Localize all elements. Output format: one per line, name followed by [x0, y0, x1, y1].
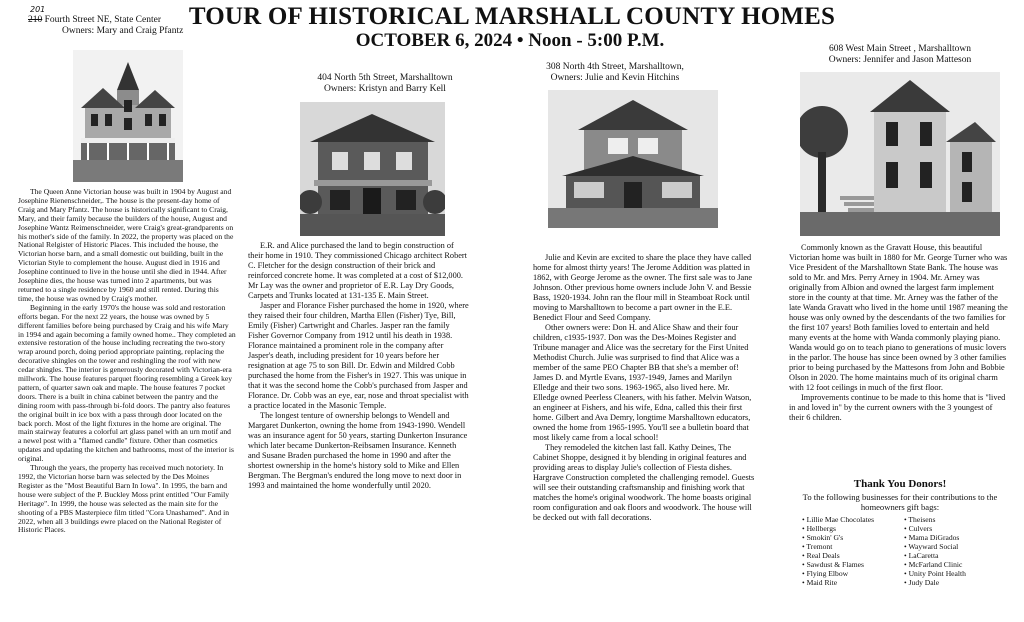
donor-item: • Real Deals — [802, 551, 902, 560]
paragraph: Beginning in the early 1970's the house was sold and restoration efforts began. For the next 22 years, the house was owned by 5 different families before being purchased by Craig and his wife Mary in 1994 and again becoming a family owned home.. They completed an extensive restoration of the house including recreating the two-story wrap around porch, doing period appropriate painting, replacing the decorative shingles on the tower and reshingling the roof with new cedar shingles. The interior is generously decorated with Victorian-era millwork. The house features parquet flooring resembling a Greek key pattern, of quarter sawn oak and maple. The house features 7 pocket doors. There is a built in china cabinet between the pantry and the dining room with pass-through bi-fold doors. The pantry also features the original built in ice box with a pass through door located on the back porch. Most of the light fixtures in the home are original. The main stairway features a colorful art glass panel with an urn motif and a newel post with a "flamed candle" fixture. Other than cosmetics updates and updating the kitchen and bathrooms, most of the interior is original. — [18, 302, 236, 464]
home2-address: 404 North 5th Street, Marshalltown — [317, 73, 453, 83]
handwritten-number: 201 — [30, 5, 46, 14]
home3-description — [533, 253, 755, 603]
donor-item: • Tremont — [802, 542, 902, 551]
donor-item: • Theisens — [904, 515, 1014, 524]
home1-address — [28, 5, 218, 26]
page-title: TOUR OF HISTORICAL MARSHALL COUNTY HOMES — [188, 3, 836, 30]
home3-owners: Owners: Julie and Kevin Hitchins — [550, 73, 680, 83]
craftsman-house-icon — [548, 90, 718, 228]
victorian-house-icon — [73, 50, 183, 182]
donor-item: • Flying Elbow — [802, 569, 902, 578]
paragraph: E.R. and Alice purchased the land to begin construction of their home in 1910. They commissioned Chicago architect Robert C. Fletcher for the design construction of their brick and reinforced concrete home. It was completed at a cost of $12,000. Mr Lay was the owner and proprietor of E.R. Lay Dry Goods, Carpets and Trunks located at 131-135 E. Main Street. — [248, 241, 467, 300]
home3-photo — [548, 90, 718, 228]
donor-item: • McFarland Clinic — [904, 560, 1014, 569]
paragraph: They remodeled the kitchen last fall. Kathy Deines, The Cabinet Shoppe, designed it by blending in original features and providing areas to display Julie's collection of Fiesta dishes. Hargrave Construction completed the challenging remodel. Guests will see their outstanding craftsmanship and finishing work that matches the home's original woodwork. The home boasts original room configuration and oak floors and woodwork. The house will be decked out with fall decorations. — [533, 443, 755, 522]
home2-description — [248, 241, 470, 601]
donor-item: • Mama DiGrados — [904, 533, 1014, 542]
victorian-gravatt-house-icon — [800, 72, 1000, 236]
donors-list-left — [802, 515, 902, 587]
paragraph: The Queen Anne Victorian house was built in 1904 by August and Josephine Rienenschneider,. The house is the present-day home of Craig and Mary Pfantz. The house is historically significant to Craig, Mary, and their family because the builders of the house, August and Josephine Wantz Reimenschneider, were Craig's great-grandparents on his mother's side of the family. In 2022, the property was placed on the National Relgister of Historic Places. This included the house, the Victorian horse barn, and a small domestic out building, built in the Victorian Style to complement the house. August died in 1916 and Josephine continued to live in the house until she died in 1944. After Josephine dies, the house was turned into 2 apartments, but was returned to a single residence by 1960 and still rented. During this time, the house was owned by Craig's mother. — [18, 188, 234, 303]
donor-item: • Maid Rite — [802, 578, 902, 587]
home1-photo — [73, 50, 183, 182]
donor-item: • Hellbergs — [802, 524, 902, 533]
donors-list-right — [904, 515, 1014, 587]
home4-address: 608 West Main Street , Marshalltown — [828, 44, 972, 54]
donor-item: • Smokin' G's — [802, 533, 902, 542]
home1-owners: Owners: Mary and Craig Pfantz — [62, 26, 184, 36]
donor-item: • Wayward Social — [904, 542, 1014, 551]
paragraph: Other owners were: Don H. and Alice Shaw and their four children, c1935-1937. Don was the Des-Moines Register and Tribune manager and Alice was the secretary for the First United Methodist Church. Julie was surprised to find that Alice was a member of the same PEO Chapter BB that she's a member of! James D. and Myrtle Evans, 1937-1949, James and Marilyn Elledge and their two sons. 1963-1965, also lived here. Mr. Elledge owned Peerless Cleaners, with his father. Melvin Watson, an engineer at Fishers, and his wife, Edna, called this their first home. Gilbert and Ava Demry, longtime Marshalltown educators, owned the home from 1965-1995. You'll see a bulletin board that most likely came from a local school! — [533, 323, 752, 442]
home4-description — [789, 243, 1009, 473]
paragraph: Improvements continue to be made to this home that is "lived in and loved in" by the current owners with the 3 youngest of their 6 children. — [789, 393, 1006, 422]
donor-item: • Judy Dale — [904, 578, 1014, 587]
donor-item: • Lillie Mae Chocolates — [802, 515, 902, 524]
struck-number: 210 — [28, 15, 43, 25]
paragraph: Through the years, the property has received much notoriety. In 1992, the Victorian horse barn was selected by the Des Moines Register as the "Most Beautiful Barn In Iowa". In 1995, the barn and house were subject of the P. Buckley Moss print entitled "Our Family Heritage". In 1999, the house was selected as the main site for the shooting of a PBS Masterpiece film titled "Cora Unashamed". And in 2022, when all 3 buildings ewre placed on the National Register of Historic Places. — [18, 463, 230, 535]
home2-owners: Owners: Kristyn and Barry Kell — [324, 84, 446, 94]
event-date: OCTOBER 6, 2024 • Noon - 5:00 P.M. — [355, 30, 665, 51]
address-text: Fourth Street NE, State Center — [44, 15, 161, 25]
paragraph: Jasper and Florance Fisher purchased the home in 1920, where they raised their four children, Martha Ellen (Fisher) Tye, Bill, Emily (Fisher) Cartwright and Charles. Jasper ran the family Fisher Governor Company from 1912 until his death in 1938. Florance maintained a prominent role in the company after Jasper's death, including president for 10 years before her resignation at age 75 to son Bill. Dr. Edwin and Mildred Cobb purchased the home from the Fisher's in 1927. This was unique in that it was the second home the Cobb's purchased from Jasper and Florance. Dr. Cobb was an eye, ear, nose and throat specialist with a practice located in the Masonic Temple. — [248, 301, 469, 410]
donor-item: • Unity Point Health — [904, 569, 1014, 578]
donor-item: • Sawdust & Flames — [802, 560, 902, 569]
paragraph: Commonly known as the Gravatt House, this beautiful Victorian home was built in 1880 for Mr. George Turner who was Vice President of the Marshalltown State Bank. The house was sold to Mr. and Mrs. Perry Arney in 1904. Mr. Arney was originally from Albion and owned the largest farm implement store in the county at that time. Mr. Arney was the father of the late Wanda Gravatt who lived in the home until 1987 meaning the house was only owned by the descendants of the two families for the first 107 years! Both families loved to entertain and held many events at the home with Wanda commonly playing piano. Wanda would go on to teach piano to generations of music lovers in the parlor. The house has since been owned by 3 other families prior to being purchased by the Mattesons from John and Bobbie Olson in 2020. The home maintains much of its original charm with 12 foot ceilings in much of the first floor. — [789, 243, 1008, 392]
paragraph: Julie and Kevin are excited to share the place they have called home for almost thirty years! The Jerome Addition was platted in 1862, with George Jerome as the owner. The first sale was to Jane Johnson. Other previous home owners include John V. and Bessie Bass, 1920-1934. John ran the flour mill in Steamboat Rock until moving to Marshalltown to become a part owner in the E.E. Benedict Flour and Seed Company. — [533, 253, 753, 322]
home4-owners: Owners: Jennifer and Jason Matteson — [828, 55, 972, 65]
home3-address: 308 North 4th Street, Marshalltown, — [546, 62, 684, 72]
brick-house-icon — [300, 102, 445, 236]
donors-intro: To the following businesses for their contributions to the homeowners gift bags: — [802, 492, 998, 512]
home4-photo — [800, 72, 1000, 236]
home1-description — [18, 188, 236, 598]
home2-photo — [300, 102, 445, 236]
donor-item: • Culvers — [904, 524, 1014, 533]
paragraph: The longest tenture of ownership belongs to Wendell and Margaret Dunkerton, owning the home from 1943-1990. Wendell was an insurance agent for 50 years, starting Dunkerton Insurance which later became Dunkerton-Reibsamen Insurance. Kenneth and Susane Braden purchased the home in 1990 and after the shortest ownership in the home's history sold to Mike and Ellen Bergman. The Bergman's endured the long move to next door in 1993 and maintained the home wonderfully until 2020. — [248, 411, 468, 490]
donor-item: • LaCaretta — [904, 551, 1014, 560]
donors-heading: Thank You Donors! — [853, 478, 947, 490]
